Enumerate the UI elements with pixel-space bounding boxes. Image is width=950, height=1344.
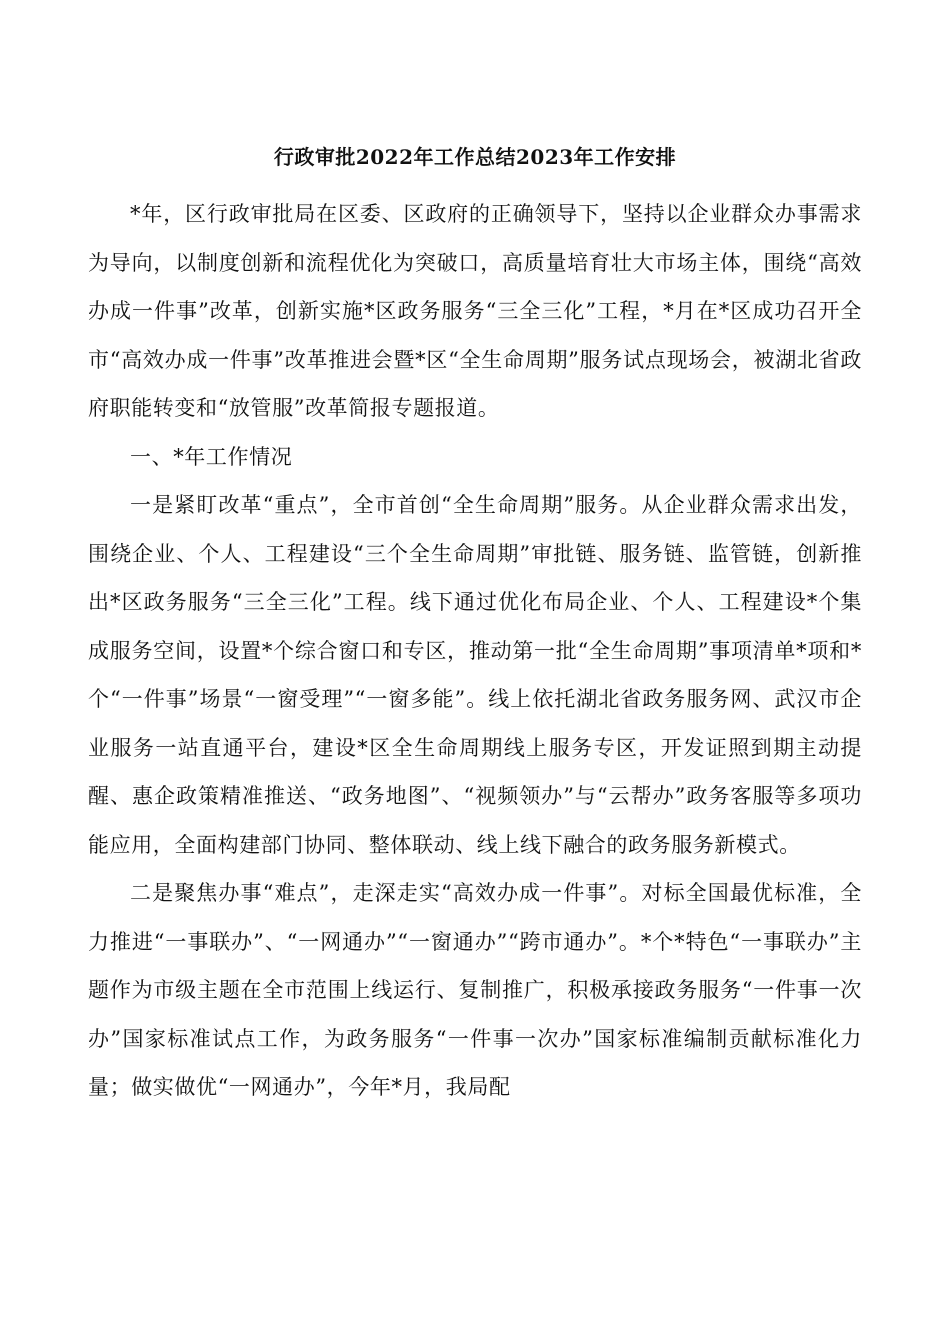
section-heading: 一、*年工作情况	[130, 444, 293, 469]
document-title: 行政审批2022年工作总结2023年工作安排	[273, 145, 677, 169]
paragraph-item-2: 二是聚焦办事“难点”，走深走实“高效办成一件事”。对标全国最优标准，全力推进“一事联办”、“一网通办”“一窗通办”“跨市通办”。*个*特色“一事联办”主题作为市级主题在全市范围上线运行、复制推广，积极承接政务服务“一件事一次办”国家标准试点工作，为政务服务“一件事一次办”国家标准编制贡献标准化力量；做实做优“一网通办”，今年*月，我局配	[88, 881, 862, 1099]
document-body	[88, 190, 862, 1112]
paragraph-item-1: 一是紧盯改革“重点”，全市首创“全生命周期”服务。从企业群众需求出发，围绕企业、个人、工程建设“三个全生命周期”审批链、服务链、监管链，创新推出*区政务服务“三全三化”工程。线下通过优化布局企业、个人、工程建设*个集成服务空间，设置*个综合窗口和专区，推动第一批“全生命周期”事项清单*项和*个“一件事”场景“一窗受理”“一窗多能”。线上依托湖北省政务服务网、武汉市企业服务一站直通平台，建设*区全生命周期线上服务专区，开发证照到期主动提醒、惠企政策精准推送、“政务地图”、“视频领办”与“云帮办”政务客服等多项功能应用，全面构建部门协同、整体联动、线上线下融合的政务服务新模式。	[88, 493, 862, 857]
paragraph-intro: *年，区行政审批局在区委、区政府的正确领导下，坚持以企业群众办事需求为导向，以制度创新和流程优化为突破口，高质量培育壮大市场主体，围绕“高效办成一件事”改革，创新实施*区政务服务“三全三化”工程，*月在*区成功召开全市“高效办成一件事”改革推进会暨*区“全生命周期”服务试点现场会，被湖北省政府职能转变和“放管服”改革简报专题报道。	[88, 202, 862, 420]
